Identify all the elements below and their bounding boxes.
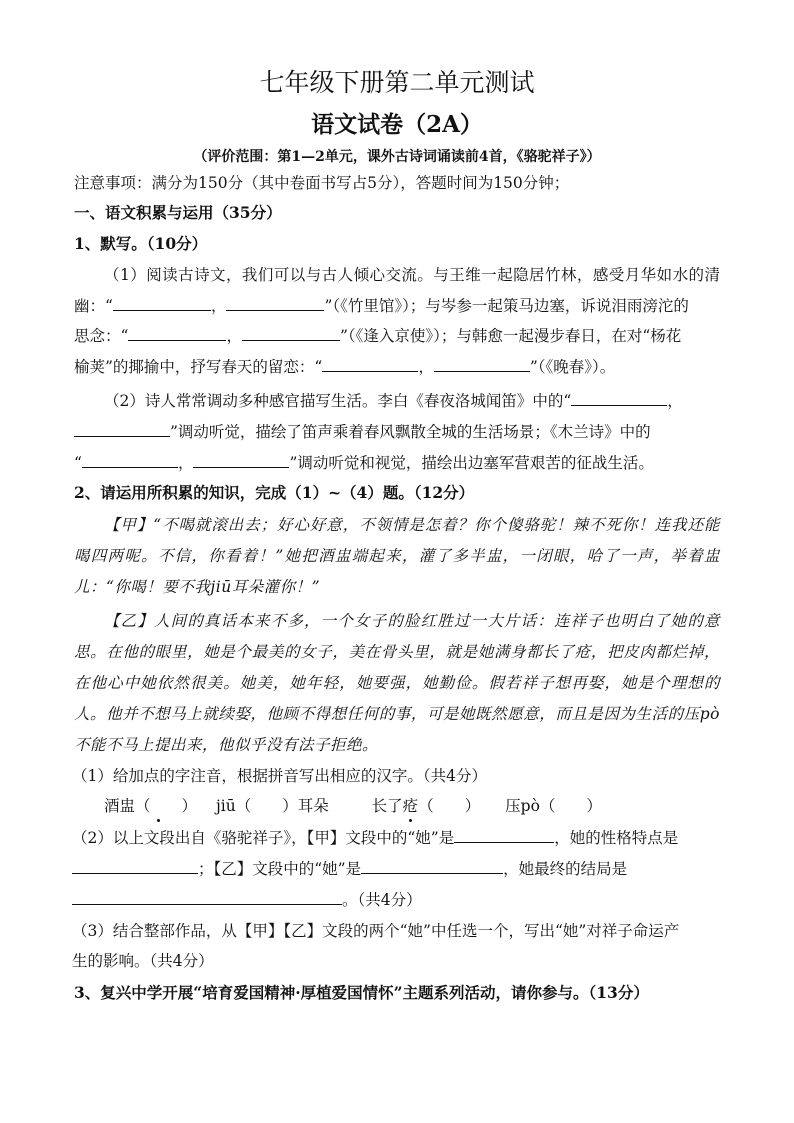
q1-part1-line2: 幽：“ ， ”（《竹里馆》）；与岑参一起策马边塞，诉说泪雨滂沱的: [74, 294, 720, 317]
answer-blank[interactable]: [82, 451, 178, 468]
question-2-heading: 2、请运用所积累的知识，完成（1）~（4）题。（12分）: [74, 483, 475, 502]
q2-sub3-line2: 生的影响。（共4分）: [72, 952, 214, 970]
q2-sub2-line3: 。（共4分）: [72, 888, 720, 911]
passage-yi-line3: 在他心中她依然很美。她美，她年轻，她要强，她勤俭。假若祥子想再娶，她是个理想的: [74, 674, 720, 692]
answer-blank[interactable]: [74, 420, 170, 437]
q2-sub2-line1: （2）以上文段出自《骆驼祥子》，【甲】文段中的“她”是 ，她的性格特点是: [72, 826, 720, 849]
question-3-heading: 3、复兴中学开展“培育爱国精神·厚植爱国情怀”主题系列活动，请你参与。（13分）: [74, 983, 649, 1002]
answer-blank[interactable]: [72, 857, 198, 874]
exam-title: 七年级下册第二单元测试: [259, 68, 535, 97]
passage-yi-line2: 思。在他的眼里，她是个最美的女子，美在骨头里，就是她满身都长了疮，把皮肉都烂掉，: [74, 643, 720, 661]
answer-blank[interactable]: [72, 888, 342, 905]
passage-jia-line1: 【甲】“不喝就滚出去；好心好意，不领情是怎着？你个傻骆驼！辣不死你！连我还能: [104, 516, 720, 534]
notice: 注意事项：满分为150分（其中卷面书写占5分），答题时间为150分钟；: [74, 174, 570, 192]
section-heading: 一、语文积累与运用（35分）: [74, 203, 282, 222]
answer-blank[interactable]: [571, 389, 667, 406]
q1-part2-line1: （2）诗人常常调动多种感官描写生活。李白《春夜洛城闻笛》中的“ ，: [104, 389, 720, 412]
answer-blank[interactable]: [193, 451, 289, 468]
q1-part1-line4: 榆荚”的揶揄中，抒写春天的留恋：“ ， ”（《晚春》）。: [74, 355, 720, 378]
q1-part2-line3: “ ， ”调动听觉和视觉，描绘出边塞军营艰苦的征战生活。: [74, 451, 720, 474]
answer-blank[interactable]: [434, 355, 530, 372]
answer-blank[interactable]: [242, 324, 340, 341]
passage-yi-line5: 不能不马上提出来，他似乎没有法子拒绝。: [74, 736, 379, 754]
q2-sub2-line2: ；【乙】文段中的“她”是 ，她最终的结局是: [72, 857, 720, 880]
question-1-heading: 1、默写。（10分）: [74, 234, 208, 253]
answer-blank[interactable]: [128, 324, 226, 341]
answer-blank[interactable]: [322, 355, 418, 372]
q2-sub3-line1: （3）结合整部作品，从【甲】【乙】文段的两个“她”中任选一个，写出“她”对祥子命运产: [72, 922, 680, 940]
q1-part1-line3: 思念：“ ， ”（《逢入京使》）；与韩愈一起漫步春日，在对“杨花: [74, 324, 720, 347]
q2-sub1-prompt: （1）给加点的字注音，根据拼音写出相应的汉字。（共4分）: [72, 767, 487, 785]
passage-jia-line3: 儿：“你喝！要不我jiū耳朵灌你！”: [74, 578, 321, 596]
q1-part2-line2: ”调动听觉，描绘了笛声乘着春风飘散全城的生活场景；《木兰诗》中的: [74, 420, 720, 443]
passage-yi-line4: 人。他并不想马上就续娶，他顾不得想任何的事，可是她既然愿意，而且是因为生活的压pò: [74, 705, 720, 723]
answer-blank[interactable]: [361, 857, 503, 874]
exam-subtitle: 语文试卷（2A）: [311, 111, 483, 138]
q1-part1-line1: （1）阅读古诗文，我们可以与古人倾心交流。与王维一起隐居竹林，感受月华如水的清: [104, 266, 720, 284]
answer-blank[interactable]: [226, 294, 324, 311]
passage-yi-line1: 【乙】人间的真话本来不多，一个女子的脸红胜过一大片话：连祥子也明白了她的意: [104, 612, 720, 630]
q2-sub1-items: 酒盅（ ） jiū（ ）耳朵 长了疮（ ） 压pò（ ）: [104, 797, 602, 815]
passage-jia-line2: 喝四两呢。不信，你看着！”她把酒盅端起来，灌了多半盅，一闭眼，哈了一声，举着盅: [74, 547, 720, 565]
answer-blank[interactable]: [454, 826, 554, 843]
evaluation-scope: （评价范围：第1—2单元，课外古诗词诵读前4首，《骆驼祥子》）: [193, 149, 601, 165]
answer-blank[interactable]: [113, 294, 211, 311]
